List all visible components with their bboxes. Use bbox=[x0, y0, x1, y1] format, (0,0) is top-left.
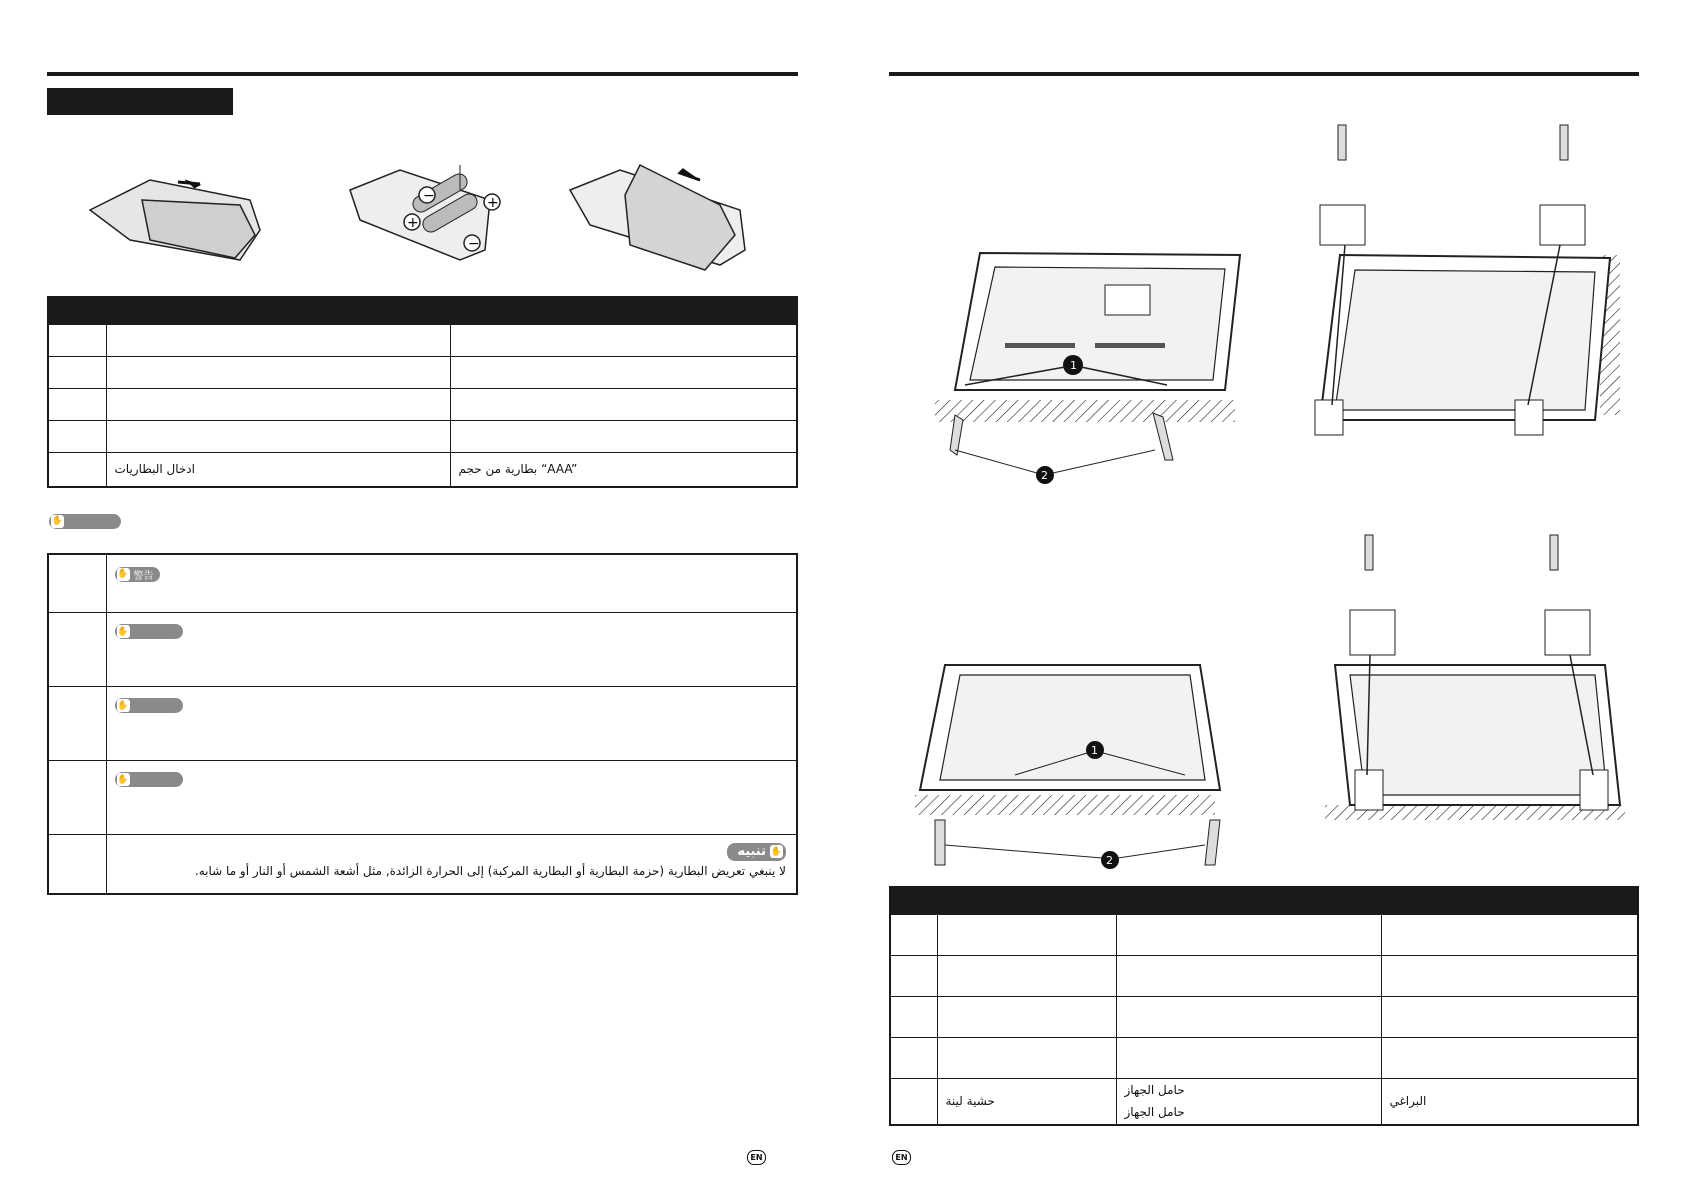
note-badge bbox=[115, 624, 183, 639]
battery-size-label: بطارية من حجم “AAA” bbox=[458, 462, 578, 477]
table-row bbox=[48, 453, 797, 487]
stand-label: حامل الجهاز bbox=[1124, 1083, 1185, 1098]
note-badge bbox=[115, 772, 183, 787]
battery-table bbox=[47, 296, 798, 488]
page-language-mark-left: EN bbox=[747, 1150, 766, 1165]
table-row bbox=[48, 554, 797, 612]
remote-open-cover-illustration bbox=[90, 160, 265, 270]
table-row bbox=[890, 1079, 1638, 1125]
caution-text: لا ينبغي تعريض البطارية (حزمة البطارية أو البطارية المركبة) إلى الحرارة الزائدة, مثل أشعة الشمس أو النار أو ما شابه. bbox=[194, 863, 786, 878]
table-row bbox=[48, 421, 797, 453]
tv-back-stand-illustration-2 bbox=[915, 660, 1235, 875]
svg-text:2: 2 bbox=[1106, 854, 1113, 867]
table-header-cell bbox=[450, 297, 797, 325]
screws-label: البراغي bbox=[1389, 1094, 1427, 1109]
hand-icon: ✋ bbox=[117, 569, 129, 579]
hand-icon: ✋ bbox=[770, 846, 783, 857]
table-header-cell bbox=[48, 297, 106, 325]
left-top-rule bbox=[47, 72, 798, 76]
battery-insert-label: ادخال البطاريات bbox=[114, 462, 195, 477]
notes-table bbox=[47, 553, 798, 895]
stand-label: حامل الجهاز bbox=[1124, 1105, 1185, 1120]
section-heading-bar bbox=[47, 88, 233, 115]
svg-text:+: + bbox=[407, 215, 419, 231]
table-row bbox=[48, 357, 797, 389]
table-row bbox=[48, 760, 797, 834]
callout-two: 2 bbox=[1041, 469, 1048, 482]
svg-text:−: − bbox=[468, 236, 480, 252]
table-row bbox=[48, 325, 797, 357]
note-badge bbox=[49, 508, 121, 529]
hand-icon: ✋ bbox=[117, 626, 129, 637]
svg-text:+: + bbox=[487, 195, 499, 211]
table-header-cell bbox=[1381, 887, 1638, 915]
tv-back-stand-illustration-1 bbox=[935, 245, 1255, 495]
caution-note bbox=[195, 843, 786, 878]
table-row bbox=[890, 915, 1638, 956]
svg-text:1: 1 bbox=[1091, 744, 1098, 757]
hand-icon: ✋ bbox=[51, 516, 64, 526]
table-row bbox=[890, 956, 1638, 997]
table-row bbox=[48, 612, 797, 686]
table-row bbox=[890, 997, 1638, 1038]
table-header-cell bbox=[937, 887, 1116, 915]
page-language-mark-right: EN bbox=[892, 1150, 911, 1165]
note-badge bbox=[115, 698, 183, 713]
right-top-rule bbox=[889, 72, 1639, 76]
warning-badge: ✋ 警告 bbox=[115, 567, 160, 582]
caution-badge: ✋ تنبيه bbox=[727, 843, 786, 861]
stand-table bbox=[889, 886, 1639, 1126]
table-row bbox=[48, 686, 797, 760]
callout-one: 1 bbox=[1070, 359, 1077, 372]
hand-icon: ✋ bbox=[117, 774, 129, 785]
table-row bbox=[48, 834, 797, 894]
hand-icon: ✋ bbox=[117, 700, 129, 711]
soft-cushion-label: حشية لينة bbox=[945, 1094, 995, 1109]
remote-close-cover-illustration bbox=[570, 155, 750, 270]
table-header-cell bbox=[106, 297, 450, 325]
tv-stand-screwing-illustration-2 bbox=[1325, 535, 1625, 825]
table-header-cell bbox=[890, 887, 937, 915]
svg-text:−: − bbox=[423, 188, 435, 204]
table-header-cell bbox=[1116, 887, 1381, 915]
remote-insert-batteries-illustration bbox=[350, 160, 510, 270]
tv-stand-screwing-illustration-1 bbox=[1310, 120, 1620, 440]
table-row bbox=[48, 389, 797, 421]
table-row bbox=[890, 1038, 1638, 1079]
